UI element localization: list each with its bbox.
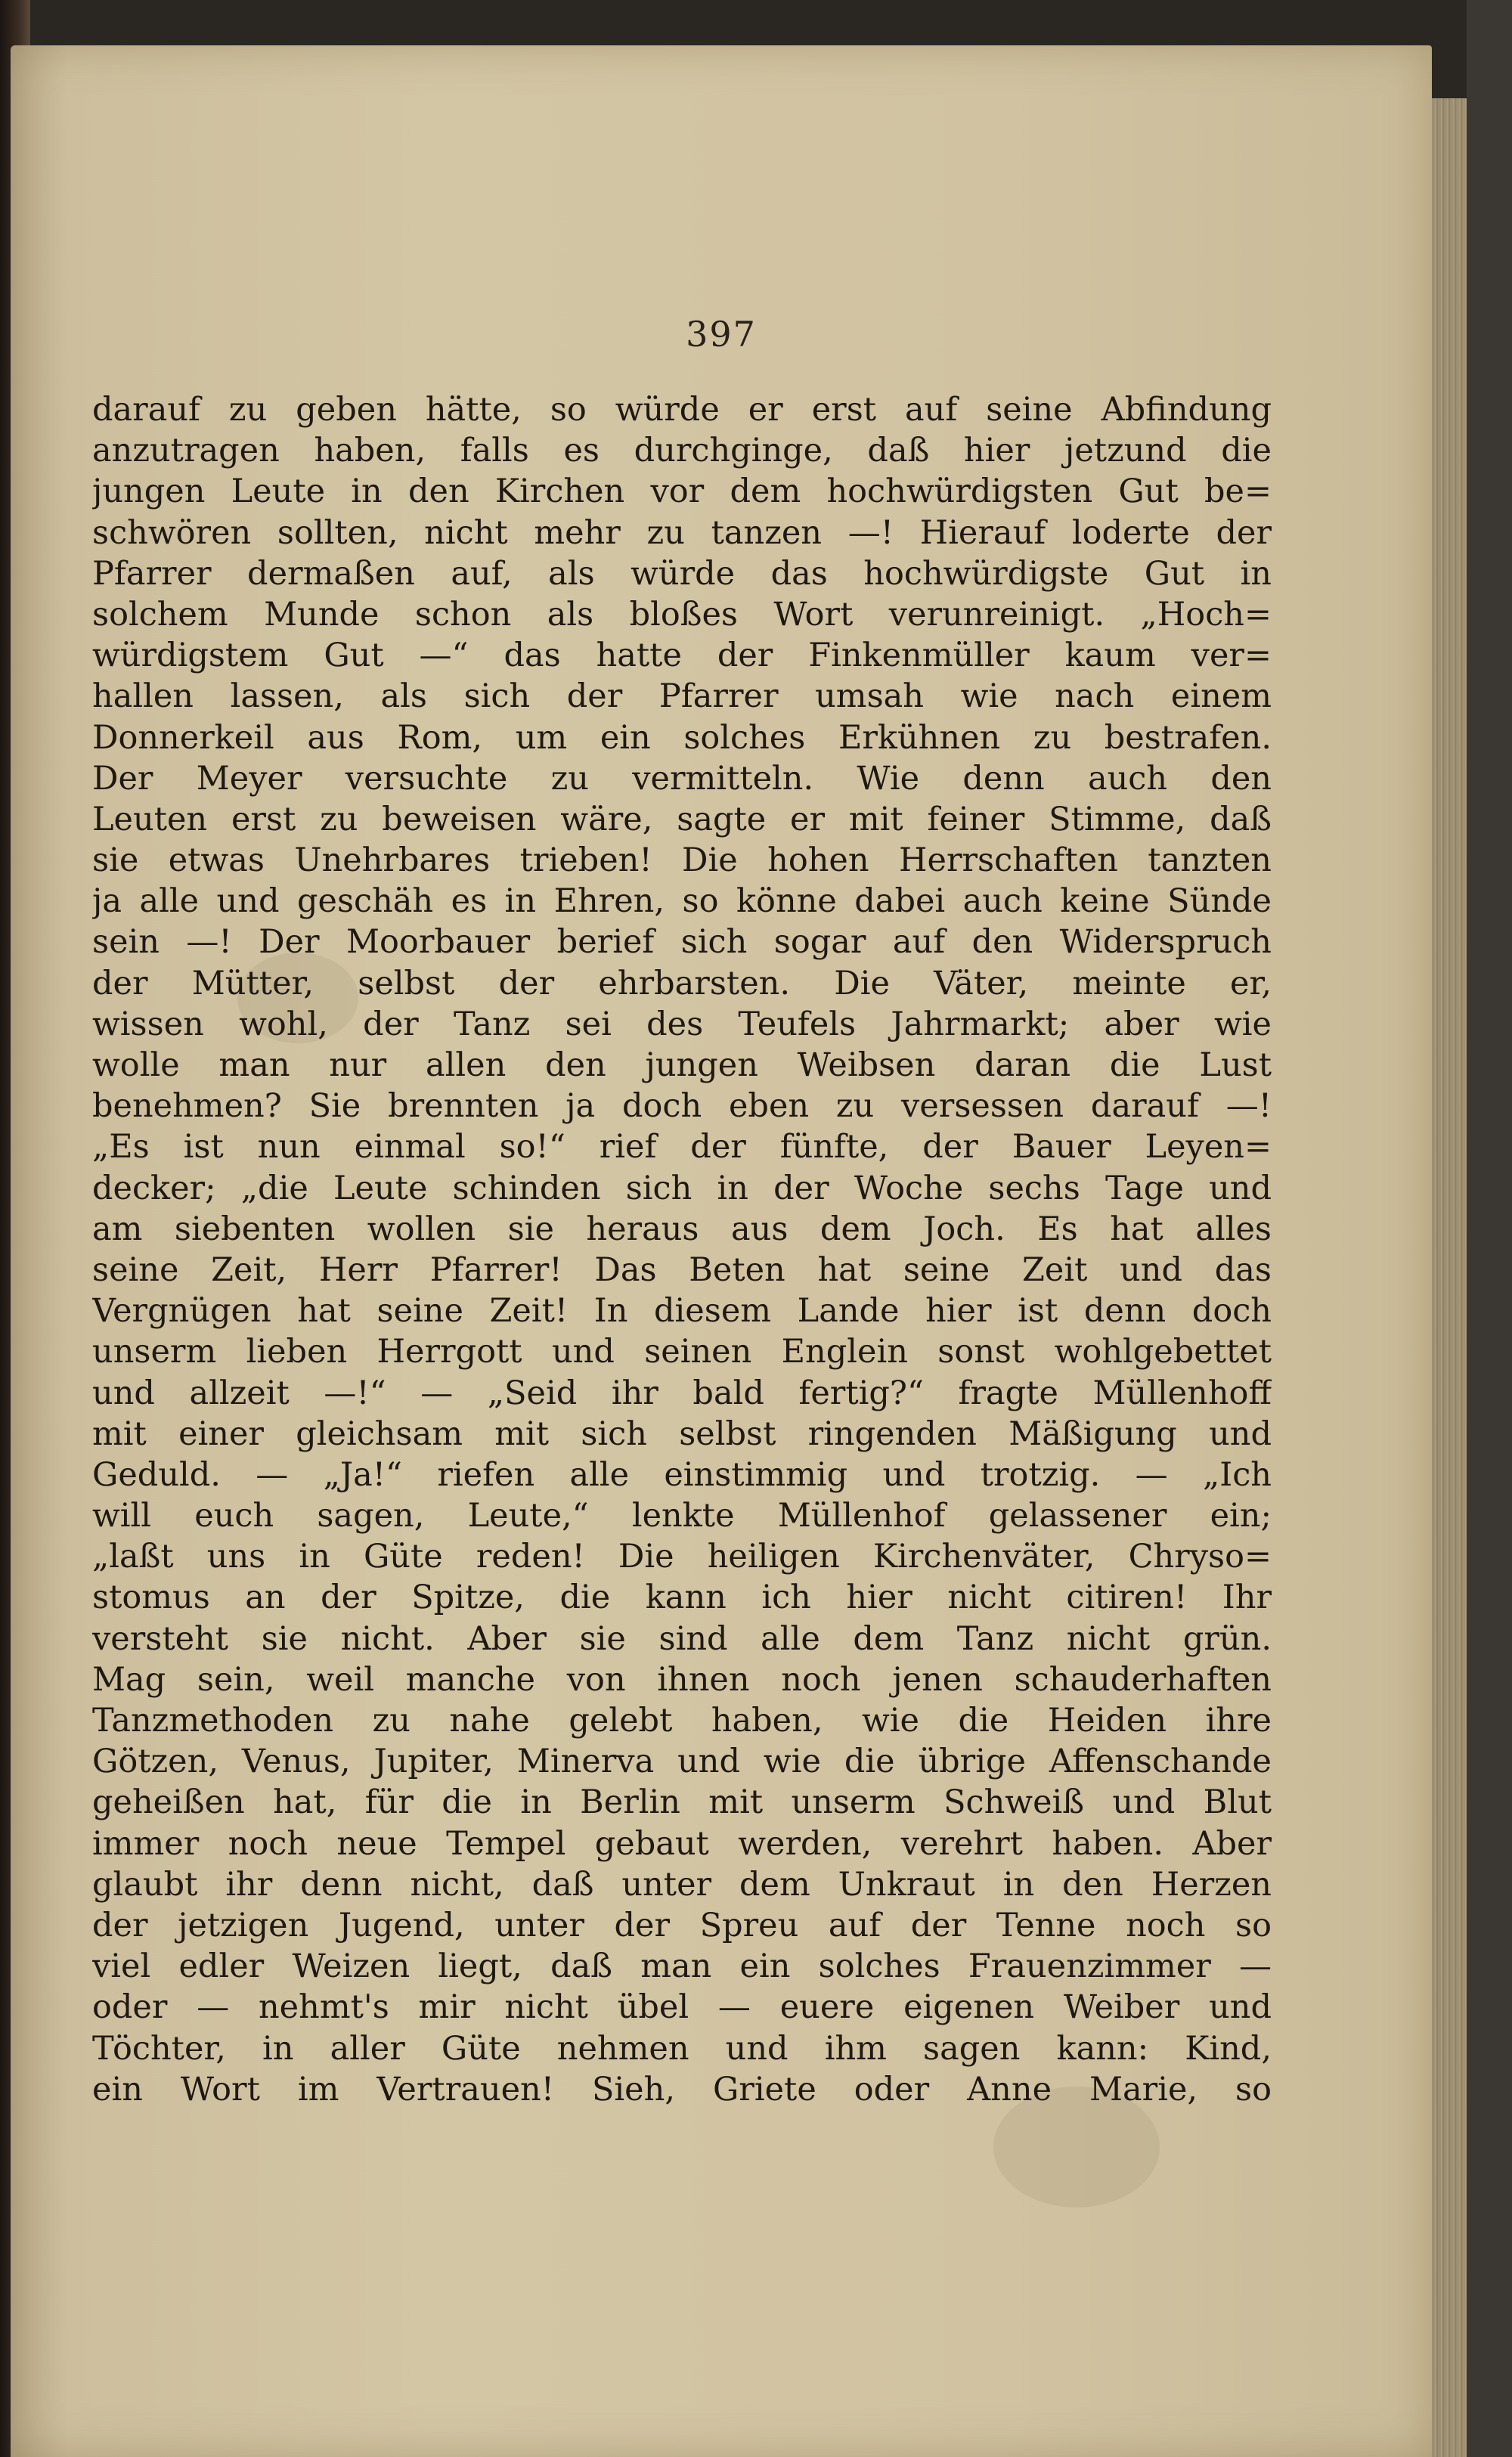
text-line: decker; „die Leute schinden sich in der Woche sechs Tage und	[92, 1169, 1272, 1207]
text-line: sein —! Der Moorbauer berief sich sogar auf den Widerspruch	[92, 923, 1272, 962]
text-line: immer noch neue Tempel gebaut werden, verehrt haben. Aber	[92, 1824, 1272, 1863]
text-line: sie etwas Unehrbares trieben! Die hohen Herrschaften tanzten	[92, 841, 1272, 880]
text-line: seine Zeit, Herr Pfarrer! Das Beten hat seine Zeit und das	[92, 1250, 1272, 1289]
background-right	[1467, 0, 1512, 2457]
text-line: wissen wohl, der Tanz sei des Teufels Jahrmarkt; aber wie	[92, 1005, 1272, 1043]
text-line: Mag sein, weil manche von ihnen noch jenen schauderhaften	[92, 1660, 1272, 1699]
text-line: „Es ist nun einmal so!“ rief der fünfte, der Bauer Leyen=	[92, 1128, 1272, 1167]
text-line: und allzeit —!“ — „Seid ihr bald fertig?“ fragte Müllenhoff	[92, 1374, 1272, 1412]
text-line: Geduld. — „Ja!“ riefen alle einstimmig und trotzig. — „Ich	[92, 1455, 1272, 1494]
text-line: Donnerkeil aus Rom, um ein solches Erkühnen zu bestrafen.	[92, 718, 1272, 757]
text-line: benehmen? Sie brennten ja doch eben zu versessen darauf —!	[92, 1087, 1272, 1126]
text-line: schwören sollten, nicht mehr zu tanzen —! Hierauf loderte der	[92, 513, 1272, 552]
text-line: Vergnügen hat seine Zeit! In diesem Lande hier ist denn doch	[92, 1292, 1272, 1331]
text-line: glaubt ihr denn nicht, daß unter dem Unkraut in den Herzen	[92, 1865, 1272, 1904]
text-line: am siebenten wollen sie heraus aus dem Joch. Es hat alles	[92, 1210, 1272, 1248]
text-line: unserm lieben Herrgott und seinen Englein sonst wohlgebettet	[92, 1333, 1272, 1371]
text-line: oder — nehmt's mir nicht übel — euere eigenen Weiber und	[92, 1988, 1272, 2027]
text-line: versteht sie nicht. Aber sie sind alle dem Tanz nicht grün.	[92, 1619, 1272, 1658]
text-line: Der Meyer versuchte zu vermitteln. Wie denn auch den	[92, 759, 1272, 798]
text-line: ja alle und geschäh es in Ehren, so könne dabei auch keine Sünde	[92, 882, 1272, 921]
text-line: stomus an der Spitze, die kann ich hier nicht citiren! Ihr	[92, 1579, 1272, 1617]
body-text	[92, 389, 1272, 2110]
text-line: anzutragen haben, falls es durchginge, daß hier jetzund die	[92, 432, 1272, 470]
text-line: will euch sagen, Leute,“ lenkte Müllenhof gelassener ein;	[92, 1497, 1272, 1535]
text-line: Tanzmethoden zu nahe gelebt haben, wie die Heiden ihre	[92, 1702, 1272, 1740]
text-line: jungen Leute in den Kirchen vor dem hochwürdigsten Gut be=	[92, 472, 1272, 511]
text-line: Götzen, Venus, Jupiter, Minerva und wie die übrige Affenschande	[92, 1743, 1272, 1781]
text-line: solchem Munde schon als bloßes Wort verunreinigt. „Hoch=	[92, 595, 1272, 634]
text-line: ein Wort im Vertrauen! Sieh, Griete oder Anne Marie, so	[92, 2070, 1272, 2108]
text-line: „laßt uns in Güte reden! Die heiligen Kirchenväter, Chryso=	[92, 1538, 1272, 1576]
text-line: Pfarrer dermaßen auf, als würde das hochwürdigste Gut in	[92, 554, 1272, 593]
text-line: würdigstem Gut —“ das hatte der Finkenmüller kaum ver=	[92, 637, 1272, 675]
text-line: viel edler Weizen liegt, daß man ein solches Frauenzimmer —	[92, 1947, 1272, 1986]
text-line: hallen lassen, als sich der Pfarrer umsah wie nach einem	[92, 677, 1272, 716]
text-line: darauf zu geben hätte, so würde er erst auf seine Abfindung	[92, 391, 1272, 429]
text-line: der Mütter, selbst der ehrbarsten. Die Väter, meinte er,	[92, 964, 1272, 1002]
text-line: geheißen hat, für die in Berlin mit unserm Schweiß und Blut	[92, 1783, 1272, 1822]
text-line: Töchter, in aller Güte nehmen und ihm sagen kann: Kind,	[92, 2029, 1272, 2068]
page-number: 397	[686, 314, 757, 355]
text-line: mit einer gleichsam mit sich selbst ringenden Mäßigung und	[92, 1414, 1272, 1453]
text-line: wolle man nur allen den jungen Weibsen daran die Lust	[92, 1046, 1272, 1084]
book-page	[11, 45, 1432, 2457]
text-line: der jetzigen Jugend, unter der Spreu auf der Tenne noch so	[92, 1906, 1272, 1944]
page-stack-edge	[1427, 98, 1467, 2457]
text-line: Leuten erst zu beweisen wäre, sagte er mit feiner Stimme, daß	[92, 800, 1272, 838]
